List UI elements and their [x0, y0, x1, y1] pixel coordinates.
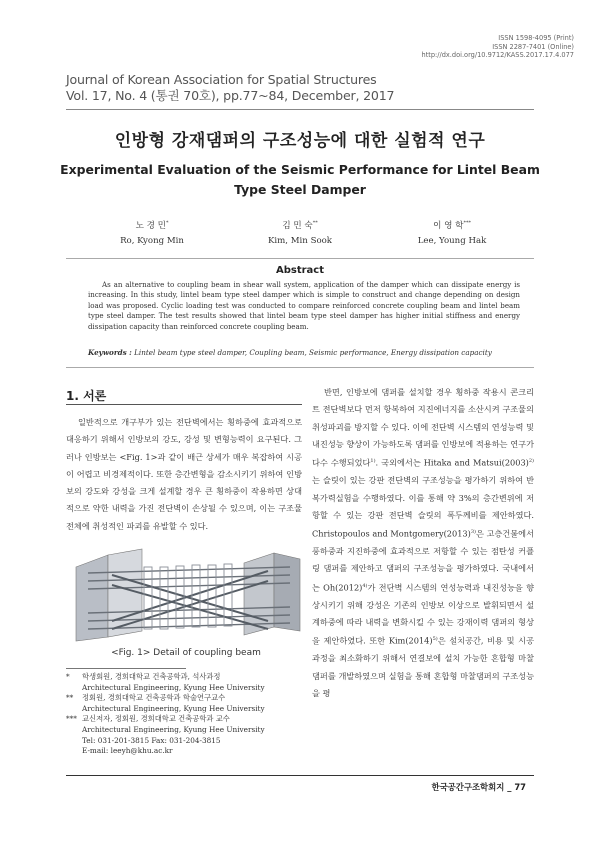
issn-online: ISSN 2287-7401 (Online) [492, 42, 574, 51]
right-text-2: . 국외에서는 Hitaka and Matsui(2003) [375, 457, 529, 468]
author-3 [382, 216, 522, 249]
english-title: Experimental Evaluation of the Seismic Performance for Lintel Beam Type Steel Damper [60, 162, 540, 197]
contact-phone: Tel: 031-201-3815 Fax: 031-204-3815 [82, 735, 221, 745]
journal-info [66, 72, 394, 104]
abstract-text: As an alternative to coupling beam in shear wall system, application of the damper which can dissipate energy is increasing. In this study, lintel beam type steel damper which is simple to construct and change depending on design load was proposed. Cyclic loading test was conducted to compare reinforced concrete coupling beam and lintel beam type steel damper. The test results showed that lintel beam type steel damper has higher initial stiffness and energy dissipation capacity than reinforced concrete coupling beam. [88, 280, 520, 331]
figure-caption: <Fig. 1> Detail of coupling beam [111, 648, 261, 658]
left-column-paragraph: 일반적으로 개구부가 있는 전단벽에서는 횡하중에 효과적으로 대응하기 위해서 인방보의 강도, 강성 및 변형능력이 요구된다. 그러나 인방보는 <Fig. 1>과 같이 배근 상세가 매우 복잡하여 시공이 어렵고 비경제적이다. 또한 층간변형을 감소시키기 위하여 인방보의 강도와 강성을 크게 설계할 경우 큰 횡하중이 작용하면 상대적으로 약한 내력을 가진 전단벽이 손상될 수 있으며, 이는 구조물 전체에 취성적인 파괴를 유발할 수 있다. [66, 417, 302, 531]
author-1 [82, 216, 222, 249]
author-3-korean: 이 영 학 [433, 220, 464, 231]
footnote-2 [66, 693, 306, 714]
abstract-top-divider [66, 258, 534, 259]
footnote-1-line2: Architectural Engineering, Kyung Hee University [82, 682, 265, 692]
author-3-mark: *** [463, 220, 471, 226]
journal-name: Journal of Korean Association for Spatial Structures [66, 72, 377, 87]
issn-block [422, 34, 574, 60]
author-1-english: Ro, Kyong Min [120, 235, 184, 246]
citation-1: 1) [370, 458, 376, 465]
journal-volume: Vol. 17, No. 4 (통권 70호), pp.77~84, December, 2017 [66, 88, 395, 103]
author-2 [230, 216, 370, 249]
author-1-mark: * [165, 220, 169, 226]
issn-print: ISSN 1598-4095 (Print) [498, 34, 574, 42]
coupling-beam-figure [68, 545, 304, 645]
header-divider [66, 109, 534, 110]
footer-divider [66, 775, 534, 776]
footnote-2-mark: ** [66, 693, 74, 703]
keywords-label: Keywords : [88, 348, 132, 357]
footnote-2-line1: 정회원, 경희대학교 건축공학과 학술연구교수 [82, 693, 226, 703]
citation-5: 5) [432, 636, 438, 643]
footnote-2-line2: Architectural Engineering, Kyung Hee University [82, 703, 265, 713]
abstract-heading: Abstract [275, 265, 325, 276]
right-column-paragraph [312, 384, 534, 702]
page-footer: 한국공간구조학회지 _ 77 [431, 782, 526, 792]
right-text-3: 는 슬릿이 있는 강판 전단벽의 구조성능을 평가하기 위하여 반복가력실험을 수행하였다. 이를 통해 약 3%의 층간변위에 저항할 수 있는 강판 전단벽 슬릿의 폭두께비를 제안하였다. Christopoulos and Montgomery(2013) [312, 475, 534, 539]
keywords-list: Lintel beam type steel damper, Coupling beam, Seismic performance, Energy dissipation capacity [134, 348, 492, 357]
footnote-1-mark: * [66, 672, 70, 681]
right-text-6: 은 설치공간, 비용 및 시공과정을 최소화하기 위해서 연결보에 설치 가능한 혼합형 마찰댐퍼를 개발하였으며 실험을 통해 혼합형 마찰댐퍼의 구조성능을 평 [312, 636, 534, 698]
author-2-korean: 김 민 숙 [282, 220, 313, 231]
citation-4: 4) [362, 582, 368, 589]
right-text-1: 반면, 인방보에 댐퍼를 설치할 경우 횡하중 작용시 콘크리트 전단벽보다 먼저 항복하여 지진에너지를 소산시켜 구조물의 취성파괴를 방지할 수 있다. 이에 전단벽 시스템의 연성능력 및 내진성능 향상이 가능하도록 댐퍼를 인방보에 적용하는 연구가 다수 수행되었다 [312, 387, 534, 468]
footnote-3-line1: 교신저자, 정회원, 경희대학교 건축공학과 교수 [82, 714, 230, 724]
author-2-mark: ** [312, 220, 318, 226]
korean-title: 인방형 강재댐퍼의 구조성능에 대한 실험적 연구 [114, 131, 486, 151]
footnote-divider [66, 668, 186, 669]
author-3-english: Lee, Young Hak [417, 235, 487, 246]
citation-3: 3) [470, 529, 476, 536]
right-text-5: 가 전단벽 시스템의 연성능력과 내진성능을 향상시키기 위해 강성은 기존의 인방보 이상으로 발휘되면서 설계하중에 따라 내력을 변화시킬 수 있는 강재이력 댐퍼의 형상을 제안하였다. 또한 Kim(2014) [312, 582, 534, 647]
doi-link[interactable]: http://dx.doi.org/10.9712/KASS.2017.17.4.077 [421, 51, 574, 60]
coupling-beam-drawing [68, 545, 304, 645]
author-2-english: Kim, Min Sook [267, 235, 333, 246]
right-text-4: 은 고층건물에서 풍하중과 지진하중에 효과적으로 저항할 수 있는 점탄성 커플링 댐퍼를 제안하고 댐퍼의 구조성능을 평가하였다. 국내에서는 Oh(2012) [312, 528, 534, 593]
section-underline [66, 404, 302, 405]
footnote-1-line1: 학생회원, 경희대학교 건축공학과, 석사과정 [82, 672, 221, 681]
footnote-3 [66, 714, 306, 756]
footnote-1 [66, 672, 306, 693]
author-1-korean: 노 경 민 [135, 220, 166, 231]
footnote-3-mark: *** [66, 714, 77, 724]
footnotes [66, 672, 306, 757]
abstract-bottom-divider [66, 367, 534, 368]
footnote-3-line2: Architectural Engineering, Kyung Hee University [82, 724, 265, 734]
contact-email[interactable]: E-mail: leeyh@khu.ac.kr [82, 746, 173, 756]
section-heading: 1. 서론 [66, 389, 107, 403]
citation-2: 2) [528, 458, 535, 465]
keywords [88, 348, 528, 357]
